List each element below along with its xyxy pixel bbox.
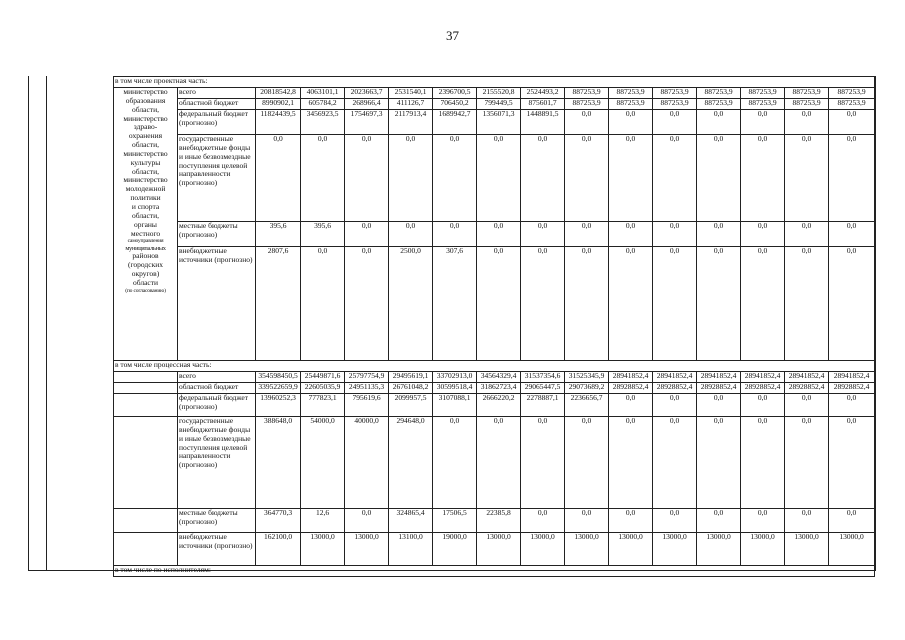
value-cell: 31537354,6	[521, 372, 565, 383]
executor-line: политики	[130, 193, 161, 203]
executor-anchor-row	[114, 88, 875, 99]
value-cell: 0,0	[389, 135, 433, 222]
table-left-column-divider	[46, 76, 47, 570]
value-cell: 0,0	[785, 222, 829, 247]
value-cell: 0,0	[741, 394, 785, 417]
table-row	[114, 110, 875, 135]
value-cell: 33702913,0	[433, 372, 477, 383]
executor-line: (городских	[128, 260, 163, 270]
executor-line: здраво-	[133, 122, 158, 132]
value-cell: 0,0	[653, 394, 697, 417]
value-cell: 0,0	[345, 247, 389, 361]
value-cell: 28928852,4	[653, 383, 697, 394]
table-row	[114, 383, 875, 394]
value-cell: 0,0	[521, 135, 565, 222]
value-cell: 0,0	[741, 222, 785, 247]
table-row	[114, 533, 875, 566]
value-cell: 1448891,5	[521, 110, 565, 135]
executor-line: охранения	[128, 131, 163, 141]
value-cell: 162100,0	[256, 533, 301, 566]
value-cell: 0,0	[653, 222, 697, 247]
value-cell: 887253,9	[741, 99, 785, 110]
value-cell: 0,0	[433, 135, 477, 222]
value-cell: 0,0	[653, 417, 697, 509]
executor-cell	[114, 88, 178, 361]
value-cell: 4063101,1	[301, 88, 345, 99]
executor-line: молодежной	[125, 184, 166, 194]
executor-line: местного	[130, 228, 161, 238]
funding-source-cell: местные бюджеты (прогнозно)	[178, 222, 256, 247]
value-cell: 31525345,9	[565, 372, 609, 383]
value-cell: 395,6	[256, 222, 301, 247]
value-cell: 13000,0	[345, 533, 389, 566]
funding-source-cell: всего	[178, 372, 256, 383]
value-cell: 28928852,4	[829, 383, 875, 394]
section-row-process	[114, 361, 875, 372]
value-cell: 0,0	[477, 417, 521, 509]
table-row	[114, 222, 875, 247]
value-cell: 0,0	[433, 417, 477, 509]
value-cell: 2023663,7	[345, 88, 389, 99]
executor-cell-empty	[114, 417, 178, 509]
value-cell: 0,0	[741, 135, 785, 222]
value-cell: 8990902,1	[256, 99, 301, 110]
value-cell: 0,0	[565, 222, 609, 247]
executor-line: министерство	[123, 175, 168, 185]
value-cell: 0,0	[301, 247, 345, 361]
value-cell: 395,6	[301, 222, 345, 247]
value-cell: 2807,6	[256, 247, 301, 361]
executor-line: области,	[132, 104, 159, 114]
value-cell: 24951135,3	[345, 383, 389, 394]
value-cell: 887253,9	[565, 99, 609, 110]
value-cell: 13000,0	[609, 533, 653, 566]
value-cell: 0,0	[829, 509, 875, 533]
value-cell: 0,0	[521, 247, 565, 361]
value-cell: 268966,4	[345, 99, 389, 110]
value-cell: 354598450,5	[256, 372, 301, 383]
table-row	[114, 394, 875, 417]
section-label-process: в том числе процессная часть:	[114, 361, 875, 372]
value-cell: 25797754,9	[345, 372, 389, 383]
value-cell: 0,0	[829, 394, 875, 417]
value-cell: 887253,9	[697, 88, 741, 99]
value-cell: 2278887,1	[521, 394, 565, 417]
value-cell: 0,0	[565, 110, 609, 135]
value-cell: 0,0	[697, 222, 741, 247]
value-cell: 887253,9	[697, 99, 741, 110]
value-cell: 887253,9	[609, 99, 653, 110]
funding-source-cell: внебюджетные источники (прогнозно)	[178, 247, 256, 361]
section-row-project	[114, 77, 875, 88]
executor-cell-empty	[114, 372, 178, 383]
value-cell: 13000,0	[829, 533, 875, 566]
executor-line: министерство	[123, 148, 168, 158]
value-cell: 0,0	[741, 417, 785, 509]
value-cell: 0,0	[653, 247, 697, 361]
value-cell: 0,0	[345, 222, 389, 247]
funding-source-cell: государственные внебюджетные фонды и иные безвозмездные поступления целевой направленности (прогнозно)	[178, 135, 256, 222]
value-cell: 13000,0	[697, 533, 741, 566]
value-cell: 0,0	[301, 135, 345, 222]
value-cell: 0,0	[433, 222, 477, 247]
value-cell: 799449,5	[477, 99, 521, 110]
value-cell: 34564329,4	[477, 372, 521, 383]
value-cell: 0,0	[609, 110, 653, 135]
value-cell: 0,0	[609, 394, 653, 417]
value-cell: 0,0	[741, 509, 785, 533]
executor-line: районов	[132, 251, 159, 261]
value-cell: 2666220,2	[477, 394, 521, 417]
value-cell: 0,0	[565, 247, 609, 361]
value-cell: 28928852,4	[741, 383, 785, 394]
value-cell: 777823,1	[301, 394, 345, 417]
value-cell: 0,0	[609, 509, 653, 533]
value-cell: 0,0	[653, 135, 697, 222]
funding-source-cell: всего	[178, 88, 256, 99]
value-cell: 0,0	[829, 247, 875, 361]
executor-line: округов)	[131, 269, 160, 279]
funding-source-cell: внебюджетные источники (прогнозно)	[178, 533, 256, 566]
executor-line: муниципальных	[125, 244, 166, 252]
value-cell: 0,0	[829, 110, 875, 135]
value-cell: 0,0	[785, 135, 829, 222]
section-label-project: в том числе проектная часть:	[114, 77, 875, 88]
executor-cell-empty	[114, 509, 178, 533]
value-cell: 2524493,2	[521, 88, 565, 99]
value-cell: 0,0	[785, 509, 829, 533]
value-cell: 13000,0	[741, 533, 785, 566]
value-cell: 2117913,4	[389, 110, 433, 135]
value-cell: 339522659,9	[256, 383, 301, 394]
value-cell: 13000,0	[653, 533, 697, 566]
value-cell: 2155520,8	[477, 88, 521, 99]
value-cell: 17506,5	[433, 509, 477, 533]
value-cell: 307,6	[433, 247, 477, 361]
executor-line: органы	[134, 219, 157, 229]
table-row	[114, 247, 875, 361]
value-cell: 12,6	[301, 509, 345, 533]
value-cell: 706450,2	[433, 99, 477, 110]
executor-cell-empty	[114, 533, 178, 566]
value-cell: 0,0	[521, 222, 565, 247]
executor-line: (по согласованию)	[125, 287, 166, 294]
value-cell: 0,0	[345, 509, 389, 533]
value-cell: 0,0	[829, 222, 875, 247]
value-cell: 2236656,7	[565, 394, 609, 417]
value-cell: 0,0	[609, 222, 653, 247]
value-cell: 2396700,5	[433, 88, 477, 99]
table-row	[114, 99, 875, 110]
value-cell: 887253,9	[741, 88, 785, 99]
value-cell: 0,0	[256, 135, 301, 222]
funding-table	[113, 76, 875, 577]
value-cell: 0,0	[609, 247, 653, 361]
value-cell: 22605035,9	[301, 383, 345, 394]
value-cell: 0,0	[785, 110, 829, 135]
value-cell: 2531540,1	[389, 88, 433, 99]
value-cell: 30599518,4	[433, 383, 477, 394]
value-cell: 887253,9	[609, 88, 653, 99]
page-number: 37	[446, 28, 459, 43]
value-cell: 26761048,2	[389, 383, 433, 394]
value-cell: 13000,0	[301, 533, 345, 566]
executor-line: министерство	[123, 87, 168, 96]
executor-line: области,	[132, 166, 159, 176]
value-cell: 28941852,4	[697, 372, 741, 383]
value-cell: 0,0	[697, 394, 741, 417]
value-cell: 13100,0	[389, 533, 433, 566]
section-label-executors: в том числе по исполнителям:	[114, 566, 875, 577]
value-cell: 2099957,5	[389, 394, 433, 417]
value-cell: 28928852,4	[609, 383, 653, 394]
value-cell: 0,0	[697, 417, 741, 509]
funding-source-cell: местные бюджеты (прогнозно)	[178, 509, 256, 533]
table-row	[114, 417, 875, 509]
executor-line: министерство	[123, 113, 168, 123]
value-cell: 887253,9	[829, 99, 875, 110]
value-cell: 28928852,4	[785, 383, 829, 394]
value-cell: 887253,9	[785, 99, 829, 110]
value-cell: 13000,0	[785, 533, 829, 566]
value-cell: 887253,9	[785, 88, 829, 99]
value-cell: 54000,0	[301, 417, 345, 509]
value-cell: 0,0	[521, 417, 565, 509]
funding-source-cell: федеральный бюджет (прогнозно)	[178, 394, 256, 417]
value-cell: 324865,4	[389, 509, 433, 533]
value-cell: 795619,6	[345, 394, 389, 417]
value-cell: 28941852,4	[829, 372, 875, 383]
value-cell: 605784,2	[301, 99, 345, 110]
value-cell: 411126,7	[389, 99, 433, 110]
value-cell: 0,0	[477, 135, 521, 222]
value-cell: 0,0	[829, 135, 875, 222]
value-cell: 0,0	[565, 135, 609, 222]
executor-cell-empty	[114, 383, 178, 394]
value-cell: 13960252,3	[256, 394, 301, 417]
value-cell: 13000,0	[521, 533, 565, 566]
value-cell: 0,0	[565, 417, 609, 509]
value-cell: 25449871,6	[301, 372, 345, 383]
value-cell: 0,0	[697, 509, 741, 533]
value-cell: 29495619,1	[389, 372, 433, 383]
value-cell: 28941852,4	[609, 372, 653, 383]
value-cell: 0,0	[565, 509, 609, 533]
executor-line: и спорта	[131, 201, 160, 211]
value-cell: 0,0	[389, 222, 433, 247]
value-cell: 1356071,3	[477, 110, 521, 135]
value-cell: 875601,7	[521, 99, 565, 110]
value-cell: 28941852,4	[785, 372, 829, 383]
executor-line: области	[132, 278, 159, 288]
value-cell: 294648,0	[389, 417, 433, 509]
value-cell: 40000,0	[345, 417, 389, 509]
value-cell: 13000,0	[477, 533, 521, 566]
value-cell: 887253,9	[653, 99, 697, 110]
funding-source-cell: федеральный бюджет (прогнозно)	[178, 110, 256, 135]
value-cell: 0,0	[785, 247, 829, 361]
value-cell: 11824439,5	[256, 110, 301, 135]
value-cell: 3107088,1	[433, 394, 477, 417]
value-cell: 0,0	[829, 417, 875, 509]
executor-cell-empty	[114, 394, 178, 417]
value-cell: 388648,0	[256, 417, 301, 509]
value-cell: 13000,0	[565, 533, 609, 566]
table-row	[114, 509, 875, 533]
executor-line: области,	[132, 140, 159, 150]
value-cell: 887253,9	[653, 88, 697, 99]
value-cell: 0,0	[697, 110, 741, 135]
value-cell: 22385,8	[477, 509, 521, 533]
funding-source-cell: областной бюджет	[178, 99, 256, 110]
value-cell: 20818542,8	[256, 88, 301, 99]
executor-line: области,	[132, 210, 159, 220]
value-cell: 29073689,2	[565, 383, 609, 394]
value-cell: 887253,9	[829, 88, 875, 99]
value-cell: 1754697,3	[345, 110, 389, 135]
value-cell: 364770,3	[256, 509, 301, 533]
value-cell: 0,0	[521, 509, 565, 533]
value-cell: 1689942,7	[433, 110, 477, 135]
value-cell: 0,0	[697, 247, 741, 361]
value-cell: 0,0	[609, 417, 653, 509]
value-cell: 28941852,4	[741, 372, 785, 383]
value-cell: 29065447,5	[521, 383, 565, 394]
section-row-executors	[114, 566, 875, 577]
value-cell: 0,0	[477, 222, 521, 247]
value-cell: 28941852,4	[653, 372, 697, 383]
value-cell: 0,0	[477, 247, 521, 361]
value-cell: 0,0	[609, 135, 653, 222]
value-cell: 887253,9	[565, 88, 609, 99]
value-cell: 0,0	[785, 417, 829, 509]
value-cell: 19000,0	[433, 533, 477, 566]
value-cell: 0,0	[741, 110, 785, 135]
value-cell: 31862723,4	[477, 383, 521, 394]
value-cell: 0,0	[697, 135, 741, 222]
value-cell: 0,0	[785, 394, 829, 417]
value-cell: 0,0	[653, 110, 697, 135]
value-cell: 0,0	[741, 247, 785, 361]
executor-line: культуры	[130, 157, 161, 167]
value-cell: 2500,0	[389, 247, 433, 361]
value-cell: 3456923,5	[301, 110, 345, 135]
table-row	[114, 135, 875, 222]
value-cell: 0,0	[345, 135, 389, 222]
funding-source-cell: государственные внебюджетные фонды и иные безвозмездные поступления целевой направленности (прогнозно)	[178, 417, 256, 509]
value-cell: 28928852,4	[697, 383, 741, 394]
value-cell: 0,0	[653, 509, 697, 533]
executor-line: образования	[125, 95, 166, 105]
table-row	[114, 372, 875, 383]
funding-source-cell: областной бюджет	[178, 383, 256, 394]
executor-line: самоуправления	[127, 238, 164, 245]
